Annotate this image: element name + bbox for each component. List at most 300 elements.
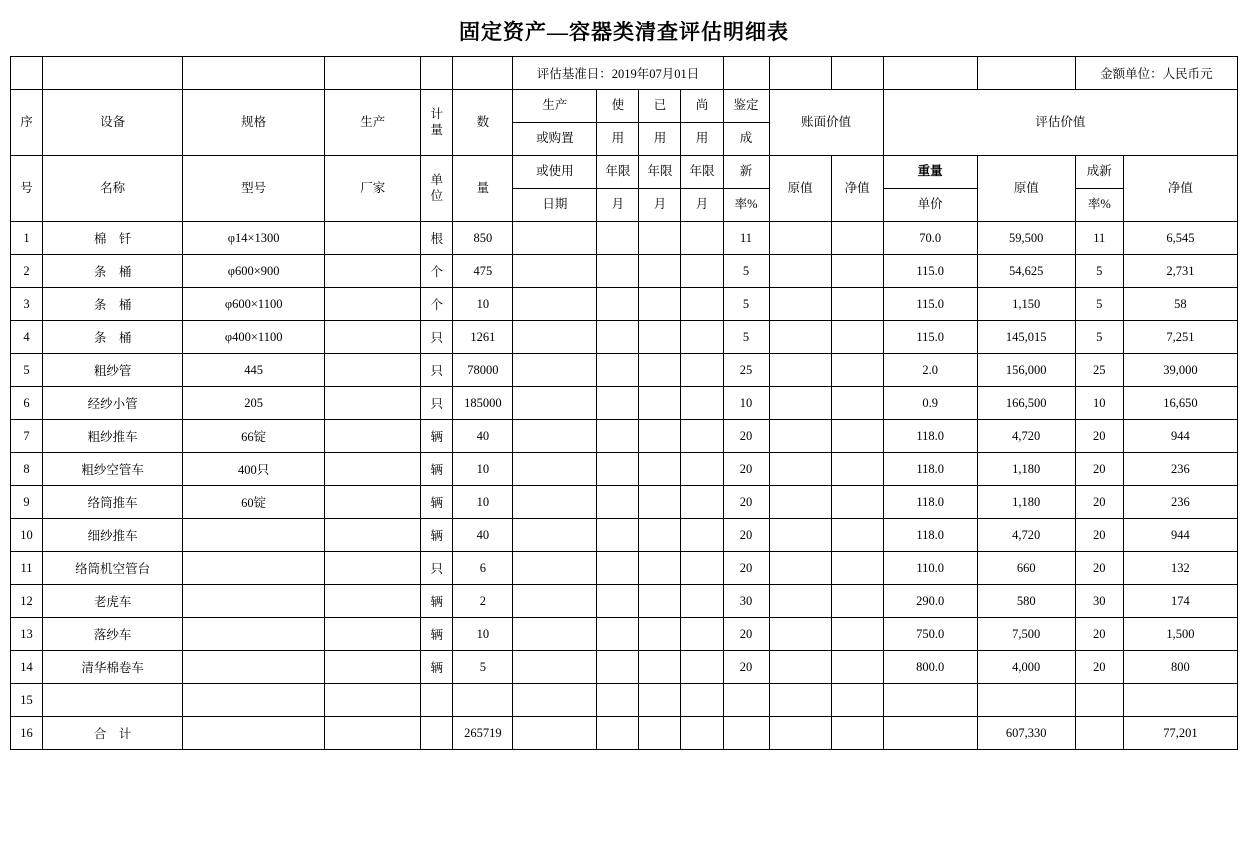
header-maker-top: 生产: [325, 90, 421, 156]
cell-appraise-rate: [723, 684, 769, 717]
cell-assessed-net: 132: [1123, 552, 1237, 585]
cell-unit-price: 118.0: [883, 420, 977, 453]
cell-seq: 16: [11, 717, 43, 750]
cell-unit-price: 2.0: [883, 354, 977, 387]
cell-book-original: [769, 288, 831, 321]
cell-assessed-net: 1,500: [1123, 618, 1237, 651]
cell-unit-price: 0.9: [883, 387, 977, 420]
cell-prod-date: [513, 684, 597, 717]
cell-qty: 475: [453, 255, 513, 288]
table-row[interactable]: [11, 222, 1238, 255]
cell-qty: 10: [453, 486, 513, 519]
cell-assessed-original-total: 607,330: [977, 717, 1075, 750]
cell-remain-years: [681, 255, 723, 288]
header-unit-top: [421, 90, 453, 156]
table-row[interactable]: [11, 651, 1238, 684]
header-assessed-net: 净值: [1123, 156, 1237, 222]
cell-new-rate: 5: [1075, 321, 1123, 354]
cell-appraise-rate: 5: [723, 255, 769, 288]
header-useyears-line4: 月: [597, 189, 639, 222]
cell-appraise-rate: 20: [723, 618, 769, 651]
cell-assessed-original: 1,180: [977, 453, 1075, 486]
cell-maker: [325, 486, 421, 519]
cell-use-years: [597, 222, 639, 255]
header-usedyears-line2: 用: [639, 123, 681, 156]
cell-used-years: [639, 255, 681, 288]
cell-spec: [183, 651, 325, 684]
cell-assessed-net: 944: [1123, 420, 1237, 453]
cell-book-net: [831, 486, 883, 519]
cell-unit-price: 115.0: [883, 255, 977, 288]
cell-spec: φ400×1100: [183, 321, 325, 354]
cell-new-rate: 11: [1075, 222, 1123, 255]
cell-new-rate: 20: [1075, 486, 1123, 519]
meta-spacer-9: [831, 57, 883, 90]
cell-book-original: [769, 618, 831, 651]
cell-remain-years: [681, 651, 723, 684]
cell-prod-date: [513, 486, 597, 519]
cell-assessed-original: 4,720: [977, 420, 1075, 453]
header-proddate-line4: 日期: [513, 189, 597, 222]
cell-used-years: [639, 684, 681, 717]
cell-book-net: [831, 651, 883, 684]
cell-spec: 60锭: [183, 486, 325, 519]
cell-unit: 个: [421, 255, 453, 288]
cell-name: 棉 钎: [43, 222, 183, 255]
cell-qty: 40: [453, 420, 513, 453]
cell-book-net: [831, 420, 883, 453]
cell-remain-years: [681, 486, 723, 519]
cell-spec: [183, 618, 325, 651]
header-remainyears-line1: 尚: [681, 90, 723, 123]
cell-name: 络筒机空管台: [43, 552, 183, 585]
header-appraiserate-line4: 率%: [723, 189, 769, 222]
cell-unit-price: 110.0: [883, 552, 977, 585]
currency-unit-label: 金额单位：人民币元: [1075, 57, 1237, 90]
cell-maker: [325, 222, 421, 255]
cell-spec: 400只: [183, 453, 325, 486]
cell-new-rate: 20: [1075, 552, 1123, 585]
table-row-total[interactable]: [11, 717, 1238, 750]
cell-book-net: [831, 618, 883, 651]
cell-spec: [183, 684, 325, 717]
cell-use-years: [597, 288, 639, 321]
cell-book-net: [831, 288, 883, 321]
meta-spacer-6: [453, 57, 513, 90]
cell-unit: 辆: [421, 651, 453, 684]
cell-assessed-net: 16,650: [1123, 387, 1237, 420]
table-row[interactable]: [11, 552, 1238, 585]
asset-inventory-table: [10, 56, 1238, 750]
meta-spacer-1: [11, 57, 43, 90]
cell-assessed-original: 7,500: [977, 618, 1075, 651]
cell-qty: 10: [453, 288, 513, 321]
header-spec-top: 规格: [183, 90, 325, 156]
cell-spec: φ600×1100: [183, 288, 325, 321]
cell-prod-date: [513, 420, 597, 453]
cell-unit: [421, 684, 453, 717]
cell-used-years: [639, 354, 681, 387]
cell-use-years: [597, 651, 639, 684]
cell-book-net: [831, 552, 883, 585]
base-date-label: 评估基准日：2019年07月01日: [513, 57, 723, 90]
cell-appraise-rate: 25: [723, 354, 769, 387]
cell-use-years: [597, 321, 639, 354]
cell-name: 老虎车: [43, 585, 183, 618]
cell-spec: [183, 519, 325, 552]
cell-book-net: [831, 255, 883, 288]
cell-unit: 辆: [421, 519, 453, 552]
header-appraiserate-line1: 鉴定: [723, 90, 769, 123]
cell-unit: 辆: [421, 585, 453, 618]
cell-spec: φ600×900: [183, 255, 325, 288]
cell-book-original: [769, 321, 831, 354]
header-useyears-line2: 用: [597, 123, 639, 156]
cell-unit: [421, 717, 453, 750]
cell-unit-price: 115.0: [883, 288, 977, 321]
header-spec-bottom: 型号: [183, 156, 325, 222]
page-title: 固定资产—容器类清查评估明细表: [459, 20, 789, 44]
cell-appraise-rate: 20: [723, 552, 769, 585]
cell-used-years: [639, 222, 681, 255]
cell-seq: 11: [11, 552, 43, 585]
cell-assessed-original: 1,180: [977, 486, 1075, 519]
cell-unit-price: 750.0: [883, 618, 977, 651]
cell-seq: 4: [11, 321, 43, 354]
cell-unit-price: [883, 684, 977, 717]
cell-name: 落纱车: [43, 618, 183, 651]
cell-remain-years: [681, 222, 723, 255]
cell-new-rate: 10: [1075, 387, 1123, 420]
cell-use-years: [597, 255, 639, 288]
cell-use-years: [597, 717, 639, 750]
cell-remain-years: [681, 684, 723, 717]
table-row[interactable]: [11, 519, 1238, 552]
table-row[interactable]: [11, 486, 1238, 519]
cell-prod-date: [513, 618, 597, 651]
cell-unit: 个: [421, 288, 453, 321]
cell-remain-years: [681, 420, 723, 453]
cell-maker: [325, 453, 421, 486]
meta-spacer-3: [183, 57, 325, 90]
cell-remain-years: [681, 354, 723, 387]
cell-remain-years: [681, 519, 723, 552]
header-assessed-value-title: 评估价值: [883, 90, 1237, 156]
cell-unit-price: 800.0: [883, 651, 977, 684]
header-book-value-title: 账面价值: [769, 90, 883, 156]
cell-new-rate: 20: [1075, 453, 1123, 486]
cell-assessed-original: [977, 684, 1075, 717]
cell-seq: 15: [11, 684, 43, 717]
cell-maker: [325, 288, 421, 321]
cell-unit: 辆: [421, 420, 453, 453]
header-usedyears-line1: 已: [639, 90, 681, 123]
cell-prod-date: [513, 255, 597, 288]
header-unit-line4: 位: [430, 188, 444, 203]
cell-qty: 5: [453, 651, 513, 684]
meta-spacer-2: [43, 57, 183, 90]
cell-book-original: [769, 651, 831, 684]
cell-unit: 根: [421, 222, 453, 255]
cell-appraise-rate: 5: [723, 288, 769, 321]
cell-book-original: [769, 420, 831, 453]
table-row[interactable]: [11, 255, 1238, 288]
cell-name: 条 桶: [43, 288, 183, 321]
cell-book-original: [769, 717, 831, 750]
cell-qty: 78000: [453, 354, 513, 387]
cell-book-net: [831, 717, 883, 750]
cell-unit-price: 118.0: [883, 519, 977, 552]
cell-name: 络筒推车: [43, 486, 183, 519]
header-useyears-line3: 年限: [597, 156, 639, 189]
cell-use-years: [597, 453, 639, 486]
cell-name: 粗纱推车: [43, 420, 183, 453]
cell-book-original: [769, 486, 831, 519]
cell-qty: [453, 684, 513, 717]
cell-maker: [325, 255, 421, 288]
header-appraiserate-line2: 成: [723, 123, 769, 156]
header-book-net: 净值: [831, 156, 883, 222]
cell-qty: 850: [453, 222, 513, 255]
cell-unit-price: 118.0: [883, 486, 977, 519]
cell-used-years: [639, 420, 681, 453]
header-remainyears-line3: 年限: [681, 156, 723, 189]
cell-assessed-original: 1,150: [977, 288, 1075, 321]
cell-book-net: [831, 453, 883, 486]
cell-prod-date: [513, 519, 597, 552]
cell-seq: 6: [11, 387, 43, 420]
cell-unit-price: 70.0: [883, 222, 977, 255]
cell-assessed-original: 156,000: [977, 354, 1075, 387]
cell-qty: 2: [453, 585, 513, 618]
cell-assessed-net: 39,000: [1123, 354, 1237, 387]
cell-assessed-original: 580: [977, 585, 1075, 618]
cell-maker: [325, 420, 421, 453]
table-row[interactable]: [11, 618, 1238, 651]
cell-unit-price: 290.0: [883, 585, 977, 618]
cell-unit: 辆: [421, 453, 453, 486]
cell-book-net: [831, 519, 883, 552]
cell-use-years: [597, 684, 639, 717]
header-remainyears-line2: 用: [681, 123, 723, 156]
cell-appraise-rate: 11: [723, 222, 769, 255]
header-assessed-original: 原值: [977, 156, 1075, 222]
cell-maker: [325, 585, 421, 618]
cell-seq: 1: [11, 222, 43, 255]
cell-seq: 2: [11, 255, 43, 288]
cell-used-years: [639, 552, 681, 585]
cell-name: 清华棉卷车: [43, 651, 183, 684]
cell-book-original: [769, 453, 831, 486]
table-row[interactable]: [11, 321, 1238, 354]
cell-use-years: [597, 552, 639, 585]
cell-book-net: [831, 387, 883, 420]
table-row[interactable]: [11, 420, 1238, 453]
cell-book-original: [769, 354, 831, 387]
cell-book-original: [769, 585, 831, 618]
header-row-3: [11, 156, 1238, 189]
cell-maker: [325, 684, 421, 717]
cell-prod-date: [513, 222, 597, 255]
cell-assessed-original: 145,015: [977, 321, 1075, 354]
meta-row: [11, 57, 1238, 90]
cell-seq: 5: [11, 354, 43, 387]
table-row[interactable]: [11, 288, 1238, 321]
cell-remain-years: [681, 618, 723, 651]
cell-appraise-rate: 10: [723, 387, 769, 420]
cell-book-original: [769, 255, 831, 288]
cell-maker: [325, 618, 421, 651]
cell-name: 条 桶: [43, 255, 183, 288]
cell-spec: φ14×1300: [183, 222, 325, 255]
cell-appraise-rate: 20: [723, 651, 769, 684]
cell-assessed-net: 7,251: [1123, 321, 1237, 354]
cell-maker: [325, 651, 421, 684]
cell-seq: 12: [11, 585, 43, 618]
header-remainyears-line4: 月: [681, 189, 723, 222]
cell-assessed-net: 800: [1123, 651, 1237, 684]
cell-new-rate: 30: [1075, 585, 1123, 618]
cell-used-years: [639, 453, 681, 486]
header-book-original: 原值: [769, 156, 831, 222]
cell-assessed-net: 58: [1123, 288, 1237, 321]
header-weight-line2: 单价: [883, 189, 977, 222]
table-row[interactable]: [11, 684, 1238, 717]
cell-unit-price: 118.0: [883, 453, 977, 486]
header-proddate-line2: 或购置: [513, 123, 597, 156]
table-row[interactable]: [11, 453, 1238, 486]
cell-use-years: [597, 387, 639, 420]
cell-maker: [325, 717, 421, 750]
cell-remain-years: [681, 453, 723, 486]
cell-appraise-rate: 5: [723, 321, 769, 354]
cell-remain-years: [681, 288, 723, 321]
cell-seq: 13: [11, 618, 43, 651]
cell-use-years: [597, 618, 639, 651]
header-appraiserate-line3: 新: [723, 156, 769, 189]
header-weight-line1: 重量: [883, 156, 977, 189]
cell-assessed-original: 660: [977, 552, 1075, 585]
cell-used-years: [639, 288, 681, 321]
cell-assessed-original: 166,500: [977, 387, 1075, 420]
cell-name: 条 桶: [43, 321, 183, 354]
cell-used-years: [639, 651, 681, 684]
cell-new-rate: 20: [1075, 651, 1123, 684]
table-row[interactable]: [11, 387, 1238, 420]
header-useyears-line1: 使: [597, 90, 639, 123]
cell-unit: 只: [421, 552, 453, 585]
header-maker-bottom: 厂家: [325, 156, 421, 222]
cell-remain-years: [681, 585, 723, 618]
cell-spec: [183, 585, 325, 618]
meta-spacer-8: [769, 57, 831, 90]
header-unit-line1: 计: [430, 106, 444, 121]
cell-qty: 6: [453, 552, 513, 585]
cell-new-rate: 20: [1075, 519, 1123, 552]
cell-book-net: [831, 354, 883, 387]
meta-spacer-11: [977, 57, 1075, 90]
meta-spacer-7: [723, 57, 769, 90]
cell-book-net: [831, 222, 883, 255]
cell-unit: 辆: [421, 486, 453, 519]
cell-name-total: 合 计: [43, 717, 183, 750]
cell-assessed-net: 236: [1123, 486, 1237, 519]
cell-unit: 辆: [421, 618, 453, 651]
cell-assessed-net: 174: [1123, 585, 1237, 618]
cell-assessed-net: 944: [1123, 519, 1237, 552]
cell-unit-price: [883, 717, 977, 750]
cell-prod-date: [513, 387, 597, 420]
cell-assessed-original: 4,000: [977, 651, 1075, 684]
cell-maker: [325, 552, 421, 585]
cell-prod-date: [513, 321, 597, 354]
meta-spacer-10: [883, 57, 977, 90]
cell-remain-years: [681, 387, 723, 420]
cell-name: 细纱推车: [43, 519, 183, 552]
cell-new-rate: 5: [1075, 288, 1123, 321]
cell-new-rate: [1075, 717, 1123, 750]
meta-spacer-4: [325, 57, 421, 90]
cell-book-original: [769, 387, 831, 420]
cell-appraise-rate: 20: [723, 420, 769, 453]
cell-unit: 只: [421, 387, 453, 420]
header-proddate-line1: 生产: [513, 90, 597, 123]
cell-book-net: [831, 321, 883, 354]
cell-prod-date: [513, 651, 597, 684]
cell-seq: 9: [11, 486, 43, 519]
header-newrate-line2: 率%: [1075, 189, 1123, 222]
header-unit-line3: 单: [430, 172, 444, 187]
cell-assessed-net-total: 77,201: [1123, 717, 1237, 750]
cell-spec: [183, 717, 325, 750]
meta-spacer-5: [421, 57, 453, 90]
cell-used-years: [639, 618, 681, 651]
cell-used-years: [639, 321, 681, 354]
cell-maker: [325, 519, 421, 552]
cell-remain-years: [681, 552, 723, 585]
table-row[interactable]: [11, 354, 1238, 387]
cell-name: 经纱小管: [43, 387, 183, 420]
cell-prod-date: [513, 453, 597, 486]
cell-assessed-net: 2,731: [1123, 255, 1237, 288]
cell-use-years: [597, 354, 639, 387]
cell-maker: [325, 354, 421, 387]
cell-seq: 14: [11, 651, 43, 684]
cell-prod-date: [513, 288, 597, 321]
cell-unit: 只: [421, 354, 453, 387]
cell-used-years: [639, 585, 681, 618]
header-seq-bottom: 号: [11, 156, 43, 222]
table-row[interactable]: [11, 585, 1238, 618]
cell-prod-date: [513, 585, 597, 618]
cell-book-net: [831, 684, 883, 717]
cell-appraise-rate: 20: [723, 453, 769, 486]
cell-spec: 445: [183, 354, 325, 387]
header-qty-bottom: 量: [453, 156, 513, 222]
cell-new-rate: 20: [1075, 618, 1123, 651]
cell-unit-price: 115.0: [883, 321, 977, 354]
header-equipment-bottom: 名称: [43, 156, 183, 222]
cell-assessed-original: 54,625: [977, 255, 1075, 288]
cell-remain-years: [681, 717, 723, 750]
cell-maker: [325, 321, 421, 354]
cell-used-years: [639, 519, 681, 552]
header-unit-bottom: [421, 156, 453, 222]
cell-seq: 7: [11, 420, 43, 453]
cell-name: [43, 684, 183, 717]
cell-spec: [183, 552, 325, 585]
header-qty-top: 数: [453, 90, 513, 156]
